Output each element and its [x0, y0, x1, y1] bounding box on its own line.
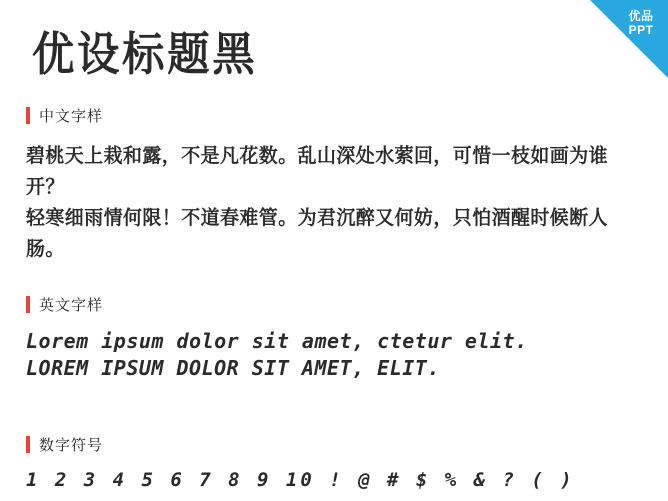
- section-accent-bar: [26, 296, 30, 313]
- chinese-sample-line-1: 碧桃天上栽和露，不是凡花数。乱山深处水萦回，可惜一枝如画为谁开？: [26, 144, 609, 198]
- section-header-chinese: [26, 105, 103, 126]
- english-sample-uppercase: LOREM IPSUM DOLOR SIT AMET, ELIT.: [26, 356, 440, 380]
- section-header-numbers: [26, 434, 103, 455]
- section-label-numbers: 数字符号: [39, 436, 104, 454]
- page-title: 优设标题黑: [32, 27, 258, 81]
- english-sample-lowercase: Lorem ipsum dolor sit amet, ctetur elit.: [26, 329, 528, 353]
- section-accent-bar: [26, 436, 30, 453]
- ribbon-line-2: PPT: [628, 23, 654, 37]
- ribbon-text: [619, 9, 663, 37]
- section-header-english: [26, 294, 103, 315]
- section-label-chinese: 中文字样: [39, 107, 104, 125]
- numbers-symbols-sample: 1 2 3 4 5 6 7 8 9 10 ! @ # $ % & ? ( ): [26, 469, 575, 491]
- section-accent-bar: [26, 107, 30, 124]
- section-label-english: 英文字样: [39, 296, 104, 314]
- chinese-sample-line-2: 轻寒细雨情何限！不道春难管。为君沉醉又何妨，只怕酒醒时候断人肠。: [26, 206, 609, 260]
- corner-ribbon: [590, 0, 668, 78]
- ribbon-line-1: 优品: [628, 9, 654, 23]
